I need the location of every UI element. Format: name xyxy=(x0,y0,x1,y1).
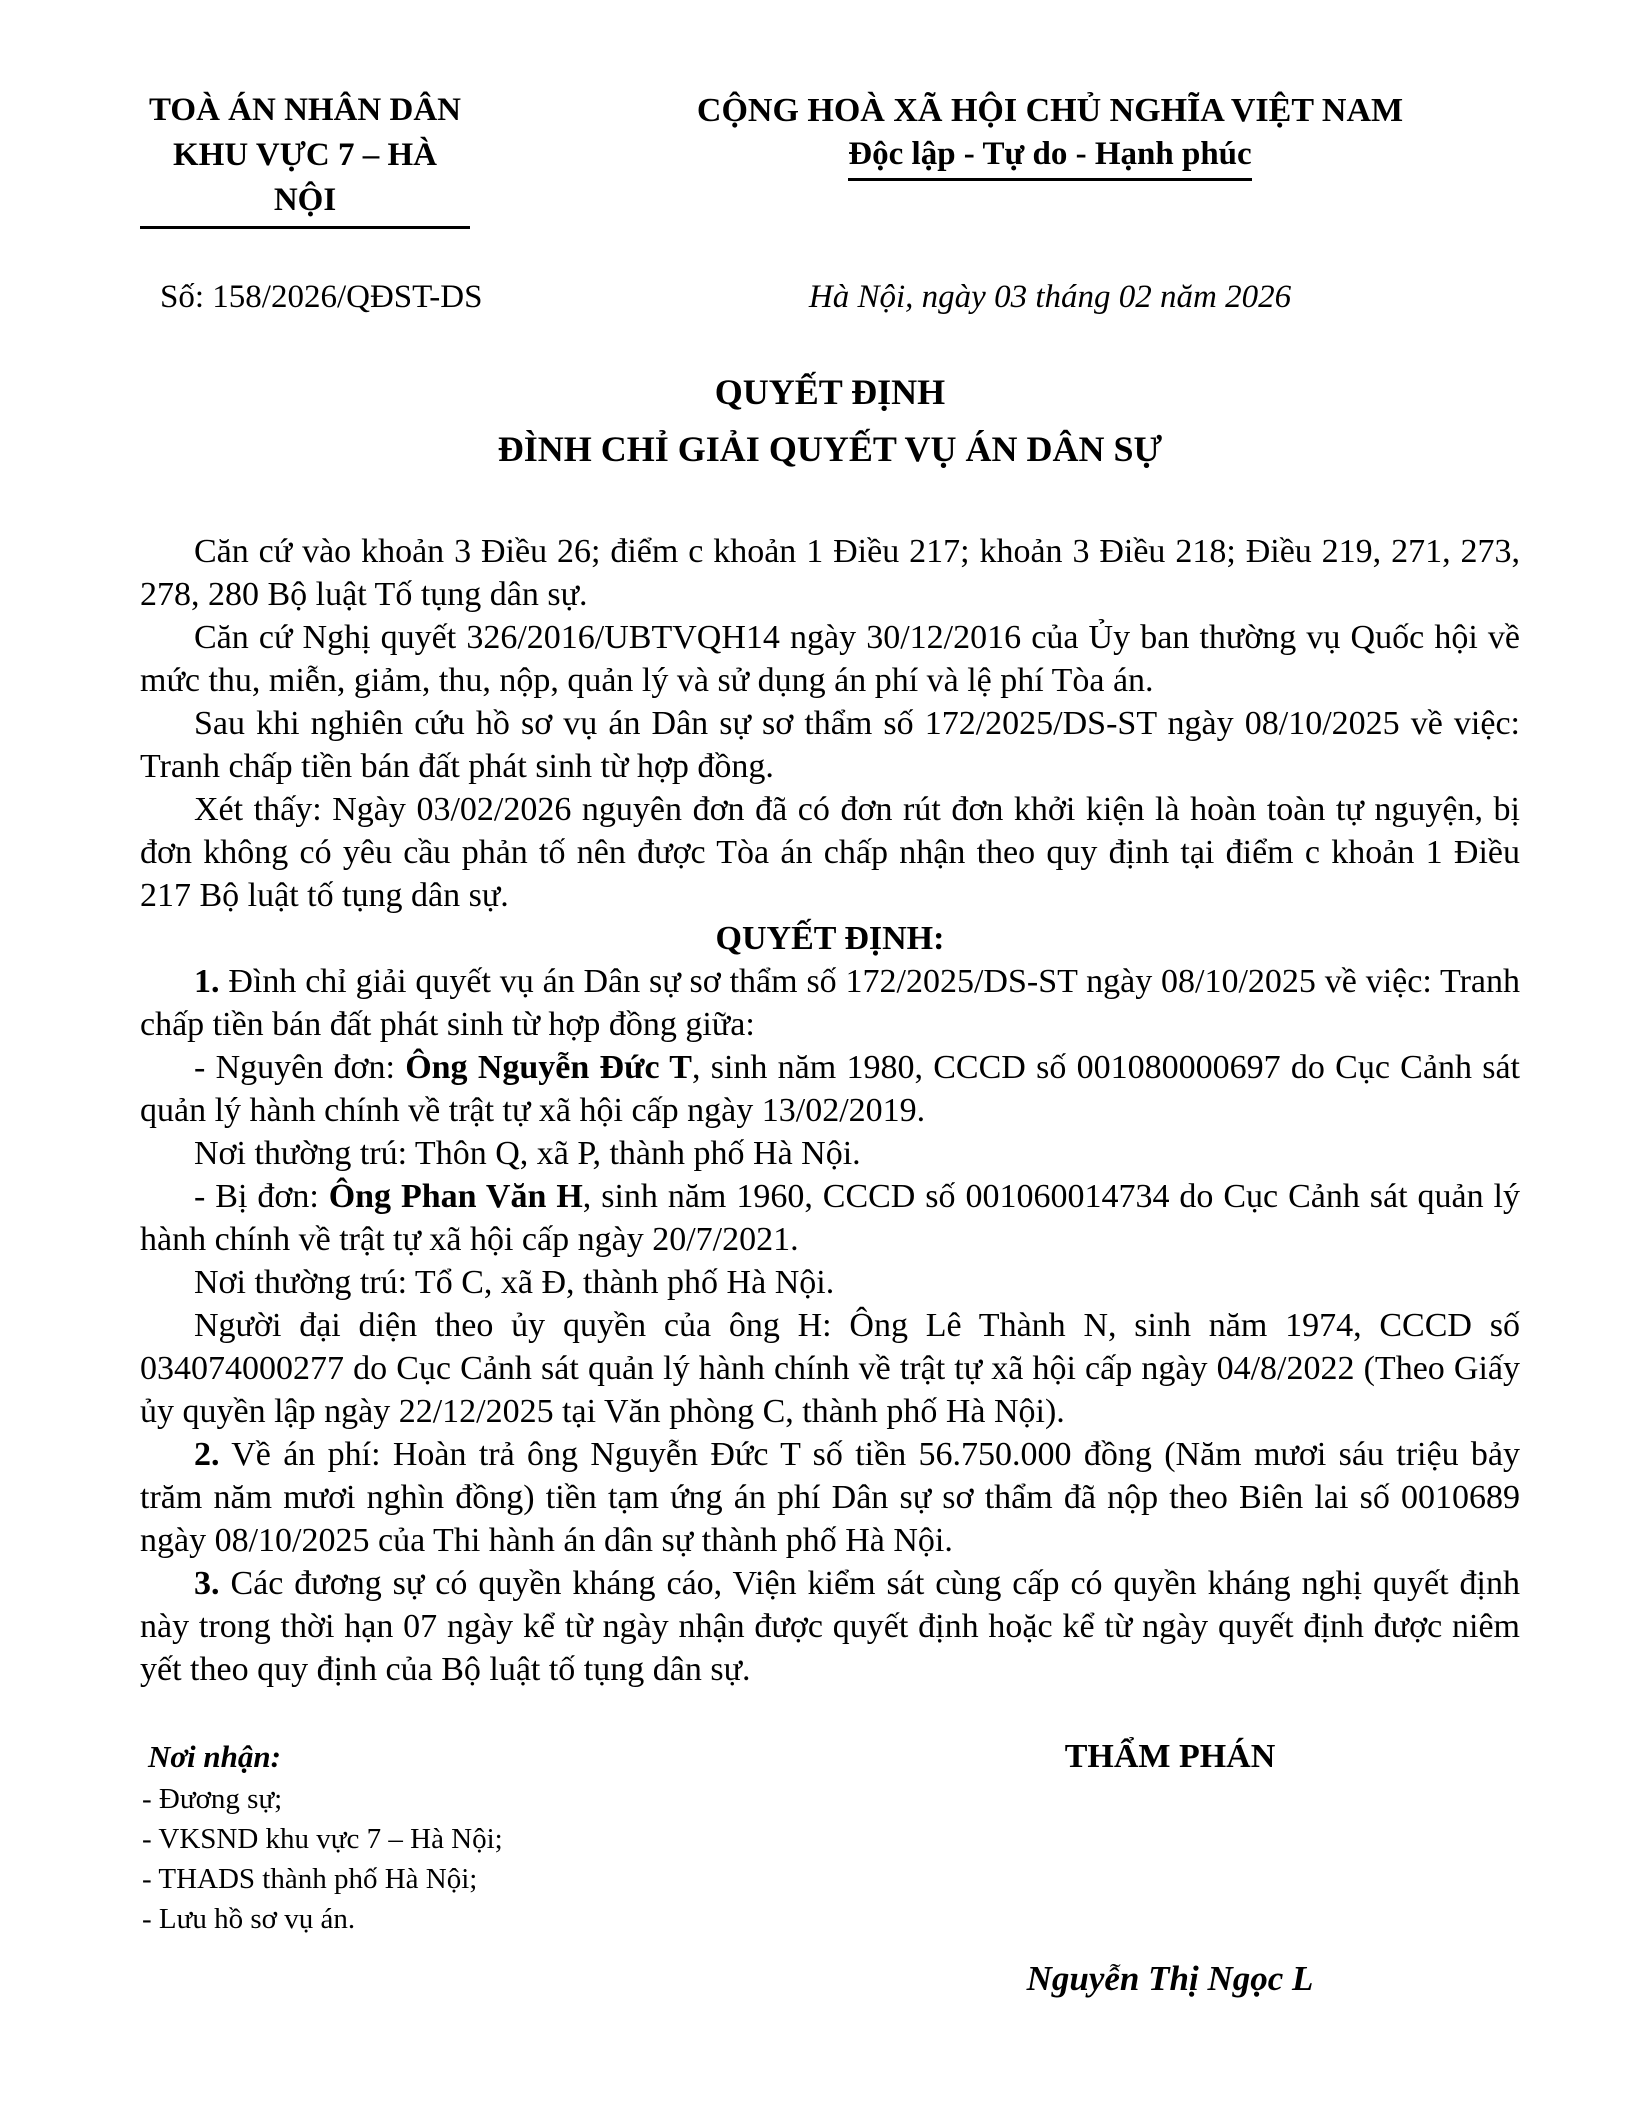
recipient-item: - VKSND khu vực 7 – Hà Nội; xyxy=(142,1823,503,1855)
preamble-paragraph-4: Xét thấy: Ngày 03/02/2026 nguyên đơn đã có đơn rút đơn khởi kiện là hoàn toàn tự nguyện, bị đơn không có yêu cầu phản tố nên được Tòa án chấp nhận theo quy định tại điểm c khoản 1 Điều 217 Bộ luật tố tụng dân sự. xyxy=(140,791,1520,914)
number-date-row xyxy=(140,279,1520,316)
decision-point-1 xyxy=(140,960,1520,1046)
judge-signature-block xyxy=(900,1735,1440,1999)
plaintiff-details: , sinh năm 1980, CCCD số 001080000697 do Cục Cảnh sát quản lý hành chính về trật tự xã hội cấp ngày 13/02/2019. xyxy=(140,1049,1520,1129)
preamble-paragraph-2: Căn cứ Nghị quyết 326/2016/UBTVQH14 ngày 30/12/2016 của Ủy ban thường vụ Quốc hội về mức thu, miễn, giảm, thu, nộp, quản lý và sử dụng án phí và lệ phí Tòa án. xyxy=(140,619,1520,699)
recipient-item: - Lưu hồ sơ vụ án. xyxy=(142,1903,356,1935)
judge-name: Nguyễn Thị Ngọc L xyxy=(1026,1959,1314,1998)
defendant-prefix: - Bị đơn: xyxy=(194,1178,329,1215)
decision-heading: QUYẾT ĐỊNH: xyxy=(715,920,945,957)
document-body xyxy=(140,530,1520,1691)
republic-motto-block xyxy=(645,88,1455,229)
plaintiff-prefix: - Nguyên đơn: xyxy=(194,1049,406,1086)
court-name-block xyxy=(140,88,470,229)
defendant-name: Ông Phan Văn H xyxy=(328,1178,583,1215)
recipients-label: Nơi nhận: xyxy=(148,1739,281,1774)
point2-number: 2. xyxy=(194,1436,220,1473)
document-footer xyxy=(140,1735,1520,1999)
preamble-paragraph-1: Căn cứ vào khoản 3 Điều 26; điểm c khoản 1 Điều 217; khoản 3 Điều 218; Điều 219, 271, 273, 278, 280 Bộ luật Tố tụng dân sự. xyxy=(140,533,1520,613)
court-name-line1: TOÀ ÁN NHÂN DÂN xyxy=(149,92,461,128)
plaintiff-paragraph xyxy=(140,1046,1520,1132)
representative-paragraph: Người đại diện theo ủy quyền của ông H: Ông Lê Thành N, sinh năm 1974, CCCD số 034074000277 do Cục Cảnh sát quản lý hành chính về trật tự xã hội cấp ngày 04/8/2022 (Theo Giấy ủy quyền lập ngày 22/12/2025 tại Văn phòng C, thành phố Hà Nội). xyxy=(140,1307,1520,1430)
court-name-line2: KHU VỰC 7 – HÀ NỘI xyxy=(140,133,470,229)
recipients-block xyxy=(140,1735,780,1999)
plaintiff-residence: Nơi thường trú: Thôn Q, xã P, thành phố Hà Nội. xyxy=(194,1135,861,1172)
decision-point-2 xyxy=(140,1433,1520,1562)
republic-name: CỘNG HOÀ XÃ HỘI CHỦ NGHĨA VIỆT NAM xyxy=(696,92,1404,129)
title-line2: ĐÌNH CHỈ GIẢI QUYẾT VỤ ÁN DÂN SỰ xyxy=(497,429,1163,469)
recipient-item: - Đương sự; xyxy=(142,1783,283,1815)
place-date-line: Hà Nội, ngày 03 tháng 02 năm 2026 xyxy=(808,279,1292,315)
document-header xyxy=(140,88,1520,229)
point3-number: 3. xyxy=(194,1565,220,1602)
defendant-details: , sinh năm 1960, CCCD số 001060014734 do Cục Cảnh sát quản lý hành chính về trật tự xã hội cấp ngày 20/7/2021. xyxy=(140,1178,1520,1258)
decision-point-3 xyxy=(140,1562,1520,1691)
republic-motto: Độc lập - Tự do - Hạnh phúc xyxy=(645,133,1455,181)
defendant-residence: Nơi thường trú: Tổ C, xã Đ, thành phố Hà Nội. xyxy=(194,1264,835,1301)
point3-text: Các đương sự có quyền kháng cáo, Viện kiểm sát cùng cấp có quyền kháng nghị quyết định này trong thời hạn 07 ngày kể từ ngày nhận được quyết định hoặc kể từ ngày quyết định được niêm yết theo quy định của Bộ luật tố tụng dân sự. xyxy=(140,1565,1520,1688)
preamble-paragraph-3: Sau khi nghiên cứu hồ sơ vụ án Dân sự sơ thẩm số 172/2025/DS-ST ngày 08/10/2025 về việc: Tranh chấp tiền bán đất phát sinh từ hợp đồng. xyxy=(140,705,1520,785)
document-title xyxy=(140,364,1520,478)
title-line1: QUYẾT ĐỊNH xyxy=(714,372,946,412)
point1-number: 1. xyxy=(194,963,220,1000)
defendant-paragraph xyxy=(140,1175,1520,1261)
document-number: Số: 158/2026/QĐST-DS xyxy=(160,279,483,315)
recipient-item: - THADS thành phố Hà Nội; xyxy=(142,1863,478,1895)
point2-text: Về án phí: Hoàn trả ông Nguyễn Đức T số tiền 56.750.000 đồng (Năm mươi sáu triệu bảy trăm năm mươi nghìn đồng) tiền tạm ứng án phí Dân sự sơ thẩm đã nộp theo Biên lai số 0010689 ngày 08/10/2025 của Thi hành án dân sự thành phố Hà Nội. xyxy=(140,1436,1520,1559)
point1-text: Đình chỉ giải quyết vụ án Dân sự sơ thẩm số 172/2025/DS-ST ngày 08/10/2025 về việc: Tranh chấp tiền bán đất phát sinh từ hợp đồng giữa: xyxy=(140,963,1520,1043)
judge-title: THẨM PHÁN xyxy=(1064,1738,1276,1775)
plaintiff-name: Ông Nguyễn Đức T xyxy=(405,1049,692,1086)
